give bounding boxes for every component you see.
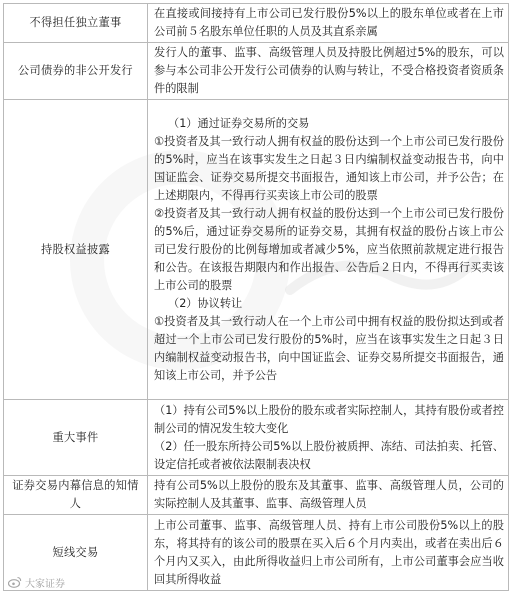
regulation-table — [3, 3, 509, 591]
paragraph: ①投资者及其一致行动人拥有权益的股份达到一个上市公司已发行股份的5%时，应当在该事实发生之日起３日内编制权益变动报告书，向中国证监会、证券交易所提交书面报告，通知该上市公司，并予公告；在上述期限内，不得再行买卖该上市公司的股票 — [154, 134, 504, 202]
row-content: 持有公司5%以上股份的股东及其董事、监事、高级管理人员，公司的实际控制人及其董事、监事、高级管理人员 — [148, 476, 509, 515]
table-row — [4, 43, 509, 100]
subheading: （2）协议转让 — [168, 296, 243, 310]
row-label: 不得担任独立董事 — [4, 4, 148, 43]
row-label: 短线交易 — [4, 515, 148, 591]
source-watermark — [8, 574, 65, 590]
table-row — [4, 476, 509, 515]
table-row — [4, 4, 509, 43]
row-content: 发行人的董事、监事、高级管理人员及持股比例超过5%的股东，可以参与本公司非公开发行公司债券的认购与转让，不受合格投资者资质条件的限制 — [148, 43, 509, 100]
weibo-icon — [8, 576, 22, 588]
row-content: 在直接或间接持有上市公司已发行股份5%以上的股东单位或者在上市公司前５名股东单位任职的人员及其直系亲属 — [148, 4, 509, 43]
subheading: （1）通过证券交易所的交易 — [168, 116, 310, 130]
table-row — [4, 100, 509, 400]
row-label: 证券交易内幕信息的知情人 — [4, 476, 148, 515]
row-label: 重大事件 — [4, 400, 148, 476]
table-row — [4, 400, 509, 476]
table-row — [4, 515, 509, 591]
row-label: 持股权益披露 — [4, 100, 148, 400]
row-content — [148, 400, 509, 476]
watermark-text: 大家证券 — [25, 578, 65, 590]
paragraph: （2）任一股东所持公司5%以上股份被质押、冻结、司法拍卖、托管、设定信托或者被依法限制表决权 — [154, 439, 504, 471]
row-content: 上市公司董事、监事、高级管理人员、持有上市公司股份5%以上的股东，将其持有的该公司的股票在买入后６个月内卖出，或者在卖出后６个月内又买入，由此所得收益归上市公司所有，上市公司董事会应当收回其所得收益 — [148, 515, 509, 591]
paragraph: ②投资者及其一致行动人拥有权益的股份达到一个上市公司已发行股份的5%后，通过证券交易所的证券交易，其拥有权益的股份占该上市公司已发行股份的比例每增加或者减少5%，应当依照前款规定进行报告和公告。在该报告期限内和作出报告、公告后２日内，不得再行买卖该上市公司的股票 — [154, 206, 504, 292]
row-label: 公司债券的非公开发行 — [4, 43, 148, 100]
paragraph: ①投资者及其一致行动人在一个上市公司中拥有权益的股份拟达到或者超过一个上市公司已发行股份的5%时，应当在该事实发生之日起３日内编制权益变动报告书，向中国证监会、证券交易所提交书面报告，通知该上市公司，并予公告 — [154, 314, 504, 382]
paragraph: （1）持有公司5%以上股份的股东或者实际控制人，其持有股份或者控制公司的情况发生较大变化 — [154, 403, 504, 435]
row-content — [148, 100, 509, 400]
